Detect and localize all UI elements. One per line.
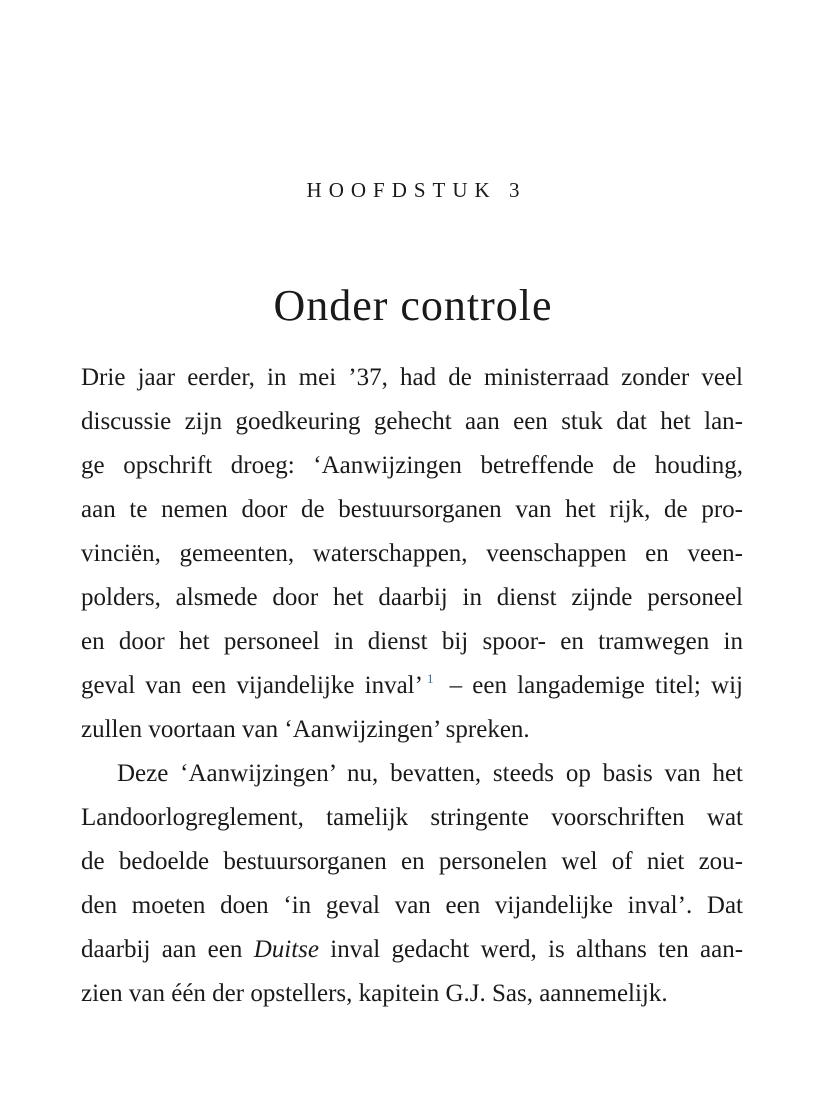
chapter-label: HOOFDSTUK 3 [306, 178, 527, 202]
text-line: en door het personeel in dienst bij spoor- en tramwegen in [81, 628, 743, 655]
italic-text: Duitse [253, 936, 319, 963]
text-segment: – een langademige titel; wij [449, 672, 743, 699]
paragraph [81, 356, 743, 752]
text-line [81, 664, 743, 708]
text-line: aan te nemen door de bestuursorganen van het rijk, de pro- [81, 496, 743, 523]
footnote-reference-link[interactable]: 1 [426, 671, 434, 686]
text-line: discussie zijn goedkeuring gehecht aan een stuk dat het lan- [81, 408, 743, 435]
text-line: vinciën, gemeenten, waterschappen, veenschappen en veen- [81, 540, 743, 567]
text-line [81, 928, 743, 972]
paragraph [81, 752, 743, 1016]
text-segment: geval van een vijandelijke inval’ [81, 672, 423, 699]
text-line: Drie jaar eerder, in mei ’37, had de ministerraad zonder veel [81, 364, 743, 391]
text-line: Deze ‘Aanwijzingen’ nu, bevatten, steeds op basis van het [117, 760, 743, 787]
text-line: Landoorlogreglement, tamelijk stringente voorschriften wat [81, 804, 743, 831]
text-line: de bedoelde bestuursorganen en personelen wel of niet zou- [81, 848, 743, 875]
text-line: zullen voortaan van ‘Aanwijzingen’ spreken. [81, 716, 530, 743]
text-line: zien van één der opstellers, kapitein G.J. Sas, aannemelijk. [81, 980, 668, 1007]
chapter-title: Onder controle [273, 281, 553, 330]
text-line: den moeten doen ‘in geval van een vijandelijke inval’. Dat [81, 892, 743, 919]
text-segment: inval gedacht werd, is althans ten aan- [330, 936, 744, 963]
text-segment: daarbij aan een [81, 936, 243, 963]
text-line: ge opschrift droeg: ‘Aanwijzingen betreffende de houding, [81, 452, 743, 479]
text-line: polders, alsmede door het daarbij in dienst zijnde personeel [81, 584, 743, 611]
body-text [81, 356, 743, 1016]
